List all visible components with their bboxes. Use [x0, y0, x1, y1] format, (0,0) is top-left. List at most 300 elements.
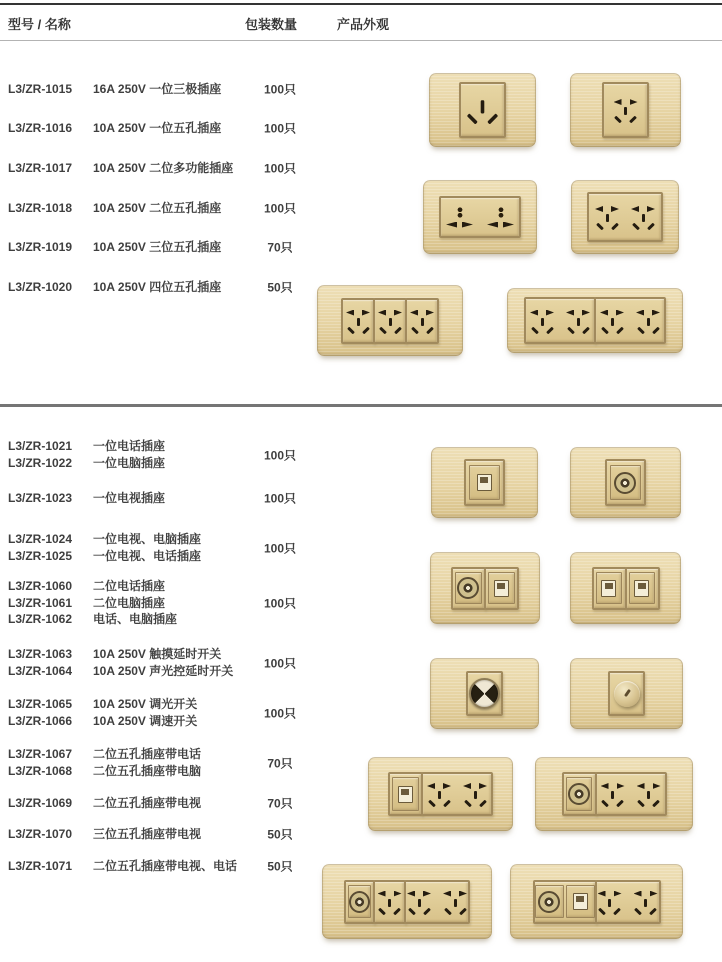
- pin-slot-icon: [426, 326, 434, 334]
- pin-slot-icon: [411, 326, 419, 334]
- pin-slot-icon: [530, 310, 538, 316]
- module-bezel: [469, 465, 500, 501]
- pin-slot-icon: [650, 891, 658, 897]
- pin-slot-icon: [443, 783, 451, 789]
- table-row: [8, 746, 300, 779]
- model-code: L3/ZR-1069: [8, 796, 73, 810]
- pin-slot-icon: [474, 791, 477, 799]
- module-bezel: [392, 777, 418, 810]
- model-code: L3/ZR-1070: [8, 827, 73, 841]
- multi-socket-icon: [446, 207, 514, 228]
- five-hole-socket-icon: [636, 310, 660, 332]
- socket-module: [524, 297, 596, 344]
- pin-slot-icon: [479, 783, 487, 789]
- module-bezel: [596, 572, 622, 604]
- pack-quantity: 70只: [267, 240, 293, 255]
- socket-module: [625, 567, 660, 610]
- pin-slot-icon: [647, 223, 655, 231]
- product-name: 一位电视、电脑插座: [93, 532, 202, 546]
- pin-slot-icon: [418, 899, 421, 907]
- pack-quantity: 100只: [263, 201, 297, 216]
- table-row: [8, 279, 300, 296]
- plate-jack-2x5hole: [368, 757, 513, 831]
- socket-module: [562, 772, 597, 816]
- plate-tv-jack-2x5hole: [510, 864, 683, 939]
- pin-slot-icon: [407, 891, 415, 897]
- pin-slot-icon: [629, 116, 637, 124]
- table-row: [8, 531, 300, 564]
- product-name: 10A 250V 二位多功能插座: [93, 161, 234, 175]
- table-row: [8, 578, 300, 628]
- five-hole-socket-icon: [614, 99, 638, 121]
- model-code: L3/ZR-1061: [8, 595, 73, 610]
- pin-slot-icon: [487, 113, 498, 124]
- pin-slot-icon: [630, 99, 638, 105]
- section-divider-rule: [0, 404, 722, 407]
- model-code: L3/ZR-1062: [8, 612, 73, 626]
- socket-modules: [608, 671, 645, 716]
- pin-slot-icon: [394, 891, 402, 897]
- pack-quantity: 50只: [267, 827, 293, 842]
- socket-module: [484, 567, 519, 610]
- pin-slot-icon: [394, 326, 402, 334]
- pin-slot-icon: [601, 326, 609, 334]
- socket-module: [464, 459, 505, 506]
- product-name: 二位电话插座: [93, 579, 166, 593]
- model-code: L3/ZR-1016: [8, 121, 73, 135]
- module-bezel: [348, 885, 371, 918]
- pin-slot-icon: [464, 800, 472, 808]
- pin-slot-icon: [388, 899, 391, 907]
- plate-1gang-5hole: [570, 73, 681, 147]
- table-row: [8, 239, 300, 256]
- model-code: L3/ZR-1025: [8, 548, 73, 563]
- socket-module: [421, 772, 493, 816]
- model-code: L3/ZR-1068: [8, 763, 73, 778]
- pack-quantity: 100只: [263, 596, 297, 611]
- pack-quantity: 100只: [263, 121, 297, 136]
- column-header-appearance: 产品外观: [337, 17, 390, 32]
- tv-coax-icon: [457, 577, 479, 599]
- module-bezel: [566, 777, 592, 810]
- product-name: 三位五孔插座带电视: [93, 827, 202, 841]
- pin-slot-icon: [454, 899, 457, 907]
- model-code: L3/ZR-1015: [8, 82, 73, 96]
- five-hole-socket-icon: [634, 891, 658, 913]
- socket-module: [595, 880, 661, 924]
- product-name: 10A 250V 声光控延时开关: [93, 663, 234, 678]
- model-code: L3/ZR-1063: [8, 647, 73, 661]
- pack-quantity: 100只: [263, 161, 297, 176]
- socket-module: [373, 298, 407, 344]
- model-code: L3/ZR-1060: [8, 579, 73, 593]
- module-bezel: [610, 465, 641, 501]
- pin-slot-icon: [546, 310, 554, 316]
- pin-slot-icon: [652, 326, 660, 334]
- pack-quantity: 70只: [267, 756, 293, 770]
- universal-socket-icon: [446, 207, 473, 228]
- pin-slot-icon: [582, 310, 590, 316]
- socket-modules: [341, 298, 439, 344]
- pin-slot-icon: [616, 326, 624, 334]
- product-name: 10A 250V 调速开关: [93, 713, 198, 728]
- phone-jack-icon: [398, 786, 413, 803]
- five-hole-socket-icon: [427, 783, 451, 805]
- pin-slot-icon: [624, 107, 627, 115]
- product-name: 10A 250V 一位五孔插座: [93, 121, 222, 135]
- pin-slot-icon: [459, 891, 467, 897]
- pin-slot-icon: [634, 891, 642, 897]
- pin-slot-icon: [653, 783, 661, 789]
- pin-slot-icon: [531, 326, 539, 334]
- plate-dimmer-switch: [570, 658, 683, 729]
- model-code: L3/ZR-1017: [8, 161, 73, 175]
- pin-slot-icon: [423, 891, 431, 897]
- phone-jack-icon: [634, 580, 649, 597]
- model-code: L3/ZR-1023: [8, 491, 73, 505]
- double-five-hole-icon: [427, 783, 487, 805]
- pin-slot-icon: [634, 907, 642, 915]
- table-row: [8, 490, 300, 507]
- product-name: 一位电脑插座: [93, 455, 166, 470]
- phone-jack-icon: [601, 580, 616, 597]
- pin-slot-icon: [644, 899, 647, 907]
- pin-slot-icon: [577, 318, 580, 326]
- pin-slot-icon: [652, 800, 660, 808]
- model-code: L3/ZR-1020: [8, 280, 73, 294]
- pin-slot-icon: [423, 907, 431, 915]
- pin-slot-icon: [362, 310, 370, 316]
- pin-slot-icon: [652, 310, 660, 316]
- pin-slot-icon: [459, 907, 467, 915]
- module-bezel: [566, 885, 595, 918]
- socket-module: [404, 880, 470, 924]
- header-rule: [0, 40, 722, 41]
- socket-module: [466, 671, 503, 716]
- socket-module: [373, 880, 406, 924]
- row-line: [8, 611, 300, 628]
- pin-slot-icon: [616, 800, 624, 808]
- socket-module: [439, 196, 521, 238]
- pin-slot-icon: [378, 907, 386, 915]
- tv-coax-icon: [614, 472, 636, 494]
- table-row: [8, 646, 300, 679]
- plate-tv-2x5hole: [535, 757, 693, 831]
- double-five-hole-icon: [530, 310, 590, 332]
- pin-slot-icon: [598, 891, 606, 897]
- pin-slot-icon: [601, 800, 609, 808]
- five-hole-socket-icon: [410, 310, 434, 332]
- pack-quantity: 100只: [263, 706, 297, 720]
- pin-slot-icon: [611, 206, 619, 212]
- pin-slot-icon: [601, 783, 609, 789]
- module-bezel: [455, 572, 481, 604]
- table-row: [8, 858, 300, 875]
- pack-quantity: 70只: [267, 796, 293, 811]
- pin-slot-icon: [393, 907, 401, 915]
- pin-slot-icon: [421, 318, 424, 326]
- phone-jack-icon: [494, 580, 509, 597]
- pin-slot-icon: [631, 206, 639, 212]
- plate-3gang-5hole: [317, 285, 463, 356]
- pin-slot-icon: [427, 783, 435, 789]
- five-hole-socket-icon: [346, 310, 370, 332]
- model-code: L3/ZR-1065: [8, 697, 73, 711]
- pin-slot-icon: [346, 310, 354, 316]
- socket-modules: [524, 297, 666, 344]
- plate-tv-and-jack: [430, 552, 540, 624]
- phone-jack-icon: [573, 893, 588, 910]
- module-bezel: [488, 572, 514, 604]
- socket-module: [595, 772, 667, 816]
- touch-delay-switch-icon: [469, 678, 500, 709]
- plate-2gang-multi: [423, 180, 537, 254]
- product-name: 一位电视、电话插座: [93, 548, 202, 563]
- product-name: 10A 250V 四位五孔插座: [93, 280, 222, 294]
- pin-slot-icon: [357, 318, 360, 326]
- pin-slot-icon: [410, 310, 418, 316]
- pin-slot-icon: [611, 318, 614, 326]
- pin-slot-icon: [632, 223, 640, 231]
- five-hole-socket-icon: [598, 891, 622, 913]
- pin-slot-icon: [611, 791, 614, 799]
- pin-slot-icon: [606, 214, 609, 222]
- pin-slot-icon: [647, 206, 655, 212]
- pin-slot-icon: [567, 326, 575, 334]
- pin-slot-icon: [546, 326, 554, 334]
- double-five-hole-icon: [601, 783, 661, 805]
- socket-modules: [592, 567, 660, 610]
- pin-slot-icon: [379, 326, 387, 334]
- product-name: 二位五孔插座带电视、电话: [93, 859, 238, 873]
- socket-modules: [451, 567, 519, 610]
- model-code: L3/ZR-1067: [8, 747, 73, 761]
- pin-slot-icon: [614, 891, 622, 897]
- plate-2gang-5hole: [571, 180, 679, 254]
- pin-slot-icon: [503, 222, 514, 228]
- pin-slot-icon: [600, 310, 608, 316]
- table-row: [8, 438, 300, 471]
- pin-slot-icon: [443, 891, 451, 897]
- row-line: [8, 578, 300, 595]
- pack-quantity: 50只: [267, 859, 293, 874]
- table-row: [8, 200, 300, 217]
- phone-jack-icon: [477, 474, 492, 491]
- pin-slot-icon: [637, 783, 645, 789]
- pin-slot-icon: [595, 206, 603, 212]
- socket-module: [344, 880, 375, 924]
- five-hole-socket-icon: [566, 310, 590, 332]
- five-hole-socket-icon: [378, 310, 402, 332]
- plate-two-jacks: [570, 552, 681, 624]
- pin-slot-icon: [443, 800, 451, 808]
- product-name: 16A 250V 一位三极插座: [93, 82, 222, 96]
- column-header-model-name: 型号 / 名称: [8, 17, 71, 32]
- pin-hole-icon: [498, 207, 504, 218]
- product-name: 10A 250V 三位五孔插座: [93, 240, 222, 254]
- double-five-hole-icon: [600, 310, 660, 332]
- product-name: 一位电视插座: [93, 491, 166, 505]
- socket-module: [608, 671, 645, 716]
- pin-slot-icon: [637, 326, 645, 334]
- five-hole-socket-icon: [637, 783, 661, 805]
- model-code: L3/ZR-1018: [8, 201, 73, 215]
- socket-module: [605, 459, 646, 506]
- model-code: L3/ZR-1021: [8, 439, 73, 453]
- pin-slot-icon: [426, 310, 434, 316]
- pin-slot-icon: [362, 326, 370, 334]
- pack-quantity: 100只: [263, 448, 297, 462]
- pin-slot-icon: [582, 326, 590, 334]
- socket-modules: [439, 196, 521, 238]
- model-code: L3/ZR-1071: [8, 859, 73, 873]
- pin-slot-icon: [614, 116, 622, 124]
- pin-slot-icon: [617, 783, 625, 789]
- product-name: 二位五孔插座带电脑: [93, 763, 202, 778]
- pack-quantity: 50只: [267, 280, 293, 295]
- pin-slot-icon: [636, 310, 644, 316]
- dimmer-knob-icon: [614, 681, 640, 707]
- plate-tv-socket: [570, 447, 681, 518]
- five-hole-socket-icon: [631, 206, 655, 228]
- five-hole-socket-icon: [378, 891, 402, 913]
- pin-slot-icon: [394, 310, 402, 316]
- pin-slot-icon: [487, 222, 498, 228]
- pack-quantity: 100只: [263, 491, 297, 506]
- pin-slot-icon: [647, 791, 650, 799]
- socket-module: [533, 880, 597, 924]
- table-row: [8, 81, 300, 98]
- socket-module: [594, 297, 666, 344]
- pack-quantity: 100只: [263, 656, 297, 670]
- table-row: [8, 160, 300, 177]
- model-code: L3/ZR-1022: [8, 455, 73, 470]
- pin-slot-icon: [408, 907, 416, 915]
- model-code: L3/ZR-1066: [8, 713, 73, 728]
- product-name: 二位五孔插座带电视: [93, 796, 202, 810]
- socket-modules: [587, 192, 663, 242]
- model-code: L3/ZR-1019: [8, 240, 73, 254]
- socket-modules: [562, 772, 667, 816]
- socket-modules: [466, 671, 503, 716]
- pin-slot-icon: [598, 907, 606, 915]
- pin-slot-icon: [614, 99, 622, 105]
- socket-module: [388, 772, 423, 816]
- five-hole-socket-icon: [530, 310, 554, 332]
- pin-slot-icon: [389, 318, 392, 326]
- pin-slot-icon: [378, 891, 386, 897]
- table-row: [8, 826, 300, 843]
- five-hole-socket-icon: [601, 783, 625, 805]
- pin-slot-icon: [481, 100, 485, 113]
- pin-slot-icon: [637, 800, 645, 808]
- socket-modules: [605, 459, 646, 506]
- socket-module: [592, 567, 627, 610]
- column-header-qty: 包装数量: [245, 17, 298, 32]
- product-name: 10A 250V 触摸延时开关: [93, 647, 222, 661]
- socket-modules: [459, 82, 506, 138]
- pin-slot-icon: [647, 318, 650, 326]
- table-row: [8, 696, 300, 729]
- tv-coax-icon: [349, 891, 370, 913]
- pin-slot-icon: [541, 318, 544, 326]
- product-name: 二位电脑插座: [93, 595, 166, 610]
- pack-quantity: 100只: [263, 541, 297, 555]
- double-five-hole-icon: [598, 891, 658, 913]
- socket-module: [405, 298, 439, 344]
- pin-slot-icon: [596, 223, 604, 231]
- pin-slot-icon: [649, 907, 657, 915]
- product-name: 电话、电脑插座: [93, 612, 178, 626]
- socket-module: [602, 82, 649, 138]
- module-bezel: [629, 572, 655, 604]
- tv-coax-icon: [568, 783, 590, 805]
- top-rule: [0, 3, 722, 5]
- five-hole-socket-icon: [595, 206, 619, 228]
- pin-slot-icon: [428, 800, 436, 808]
- pin-slot-icon: [608, 899, 611, 907]
- model-code: L3/ZR-1064: [8, 663, 73, 678]
- pin-slot-icon: [462, 222, 473, 228]
- socket-modules: [388, 772, 493, 816]
- pin-hole-icon: [457, 207, 463, 218]
- plate-tv-3x5hole: [322, 864, 492, 939]
- socket-module: [341, 298, 375, 344]
- pin-slot-icon: [378, 310, 386, 316]
- socket-modules: [602, 82, 649, 138]
- product-name: 二位五孔插座带电话: [93, 747, 202, 761]
- tv-coax-icon: [538, 891, 560, 913]
- socket-modules: [533, 880, 661, 924]
- five-hole-socket-icon: [600, 310, 624, 332]
- five-hole-socket-icon: [407, 891, 431, 913]
- pin-slot-icon: [613, 907, 621, 915]
- plate-phone-jack: [431, 447, 538, 518]
- five-hole-socket-icon: [463, 783, 487, 805]
- three-pin-socket-icon: [466, 100, 498, 120]
- double-five-hole-icon: [595, 206, 655, 228]
- product-name: 一位电话插座: [93, 439, 166, 453]
- product-name: 10A 250V 二位五孔插座: [93, 201, 222, 215]
- pin-slot-icon: [611, 223, 619, 231]
- plate-4gang-5hole: [507, 288, 683, 353]
- table-row: [8, 795, 300, 812]
- pin-slot-icon: [479, 800, 487, 808]
- socket-modules: [464, 459, 505, 506]
- five-hole-socket-icon: [443, 891, 467, 913]
- universal-socket-icon: [487, 207, 514, 228]
- pin-slot-icon: [347, 326, 355, 334]
- socket-modules: [344, 880, 470, 924]
- pin-slot-icon: [616, 310, 624, 316]
- pin-slot-icon: [463, 783, 471, 789]
- plate-touch-delay-switch: [430, 658, 539, 729]
- plate-1gang-3pin: [429, 73, 536, 147]
- double-five-hole-icon: [407, 891, 467, 913]
- pin-slot-icon: [467, 113, 478, 124]
- pin-slot-icon: [566, 310, 574, 316]
- socket-module: [459, 82, 506, 138]
- socket-module: [451, 567, 486, 610]
- table-row: [8, 120, 300, 137]
- socket-module: [587, 192, 663, 242]
- pack-quantity: 100只: [263, 82, 297, 97]
- pin-slot-icon: [642, 214, 645, 222]
- pin-slot-icon: [438, 791, 441, 799]
- product-name: 10A 250V 调光开关: [93, 697, 198, 711]
- pin-slot-icon: [444, 907, 452, 915]
- pin-slot-icon: [446, 222, 457, 228]
